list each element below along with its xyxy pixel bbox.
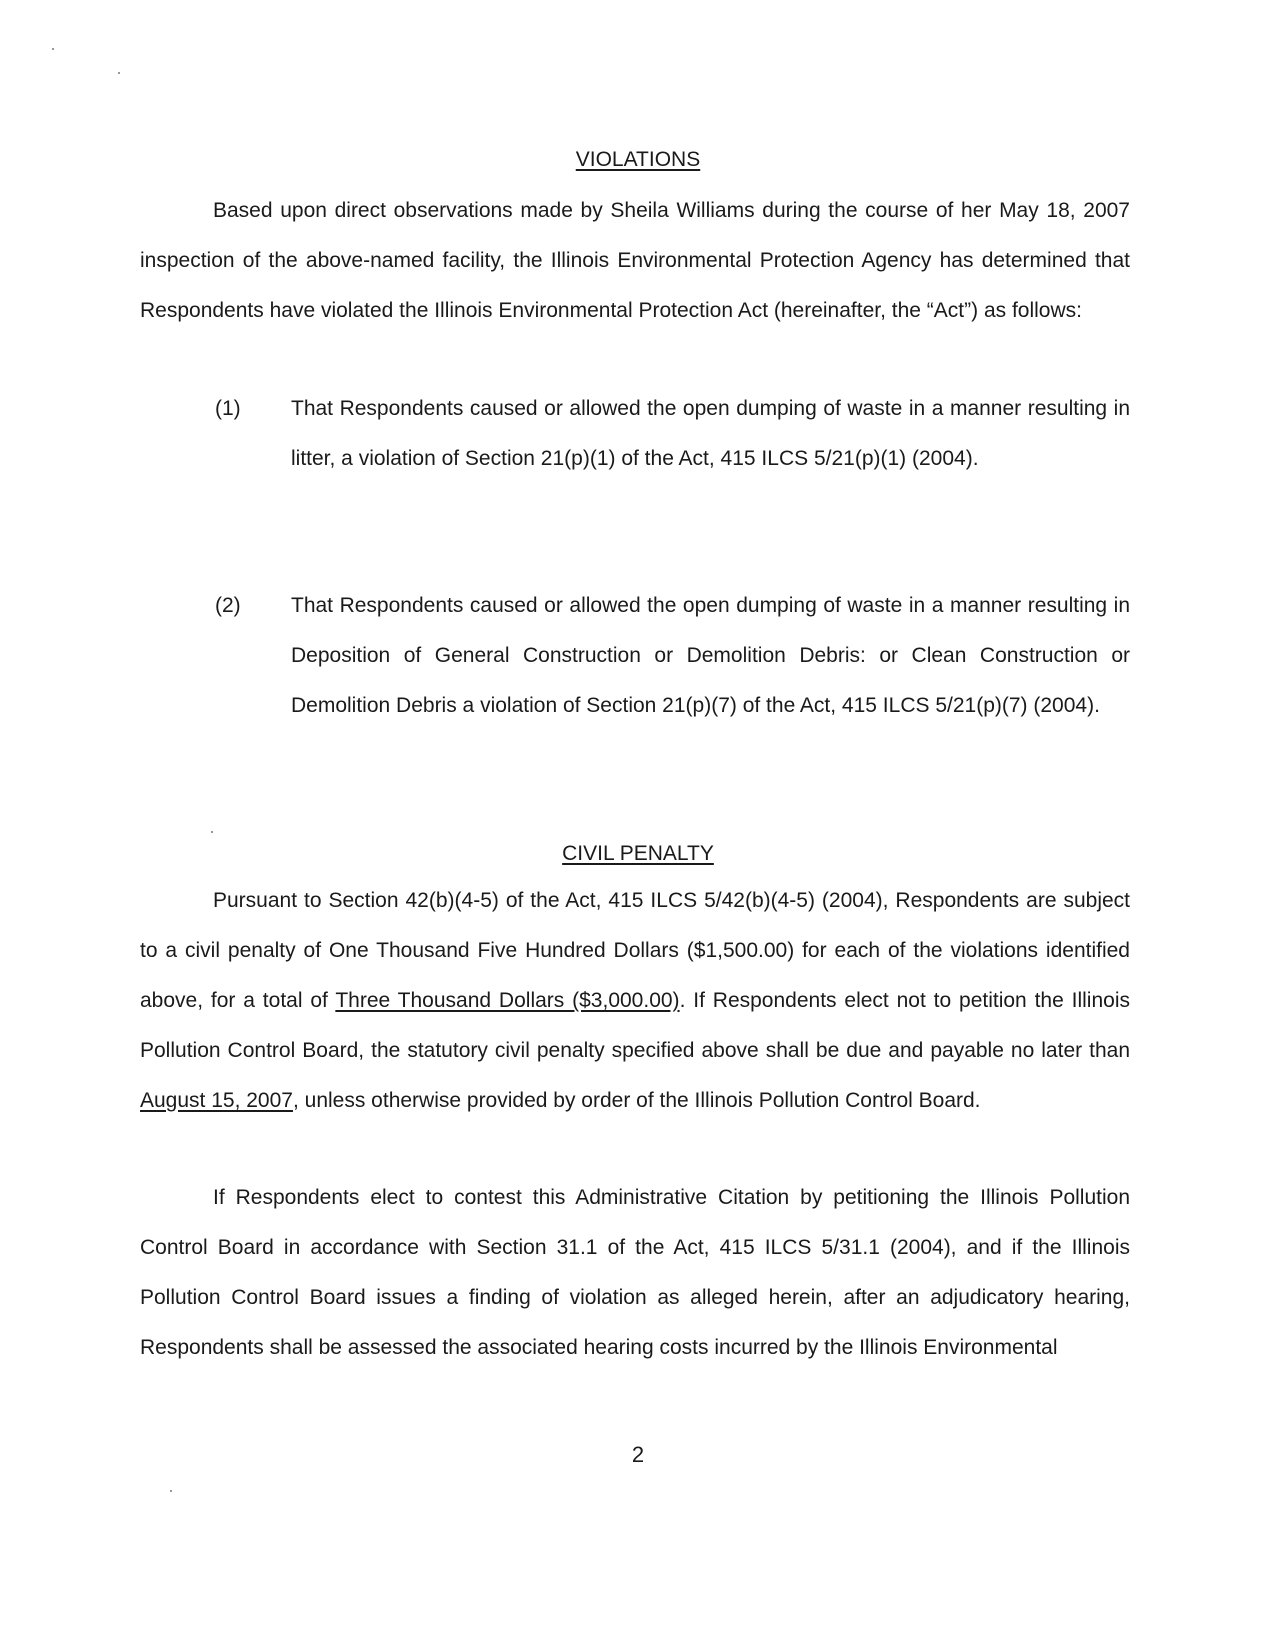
- violation-2-number: (2): [215, 594, 241, 617]
- civil-penalty-heading: CIVIL PENALTY: [562, 842, 714, 865]
- penalty-total: Three Thousand Dollars ($3,000.00): [335, 989, 680, 1012]
- scan-speck: [52, 48, 54, 50]
- penalty-text-1: Pursuant to Section 42(b)(4-5) of the Act, 415 ILCS 5/42(b)(4-5) (2004), Respondents are subject to a civil penalty of One Thousand Five Hundred Dollars ($1,500.00) for each of the violations identified above, for a total of: [140, 889, 1130, 1012]
- contest-paragraph: If Respondents elect to contest this Administrative Citation by petitioning the Illinois Pollution Control Board in accordance with Section 31.1 of the Act, 415 ILCS 5/31.1 (2004), and if the Illinois Pollution Control Board issues a finding of violation as alleged herein, after an adjudicatory hearing, Respondents shall be assessed the associated hearing costs incurred by the Illinois Environmental: [140, 1186, 1130, 1359]
- penalty-text-3: , unless otherwise provided by order of the Illinois Pollution Control Board.: [292, 1089, 981, 1112]
- violation-1-text: That Respondents caused or allowed the open dumping of waste in a manner resulting in litter, a violation of Section 21(p)(1) of the Act, 415 ILCS 5/21(p)(1) (2004).: [291, 397, 1130, 470]
- civil-penalty-paragraph: [140, 876, 1130, 1126]
- page-number: 2: [631, 1442, 645, 1467]
- violations-heading: VIOLATIONS: [575, 148, 701, 171]
- violation-1-number: (1): [215, 397, 241, 420]
- violations-intro: Based upon direct observations made by Sheila Williams during the course of her May 18, 2007 inspection of the above-named facility, the Illinois Environmental Protection Agency has determined that Respondents have violated the Illinois Environmental Protection Act (hereinafter, the “Act”) as follows:: [140, 199, 1130, 322]
- penalty-text-2: . If Respondents elect not to petition the Illinois Pollution Control Board, the statutory civil penalty specified above shall be due and payable no later than: [140, 989, 1130, 1062]
- scan-speck: [118, 72, 120, 74]
- violation-2-text: That Respondents caused or allowed the open dumping of waste in a manner resulting in Deposition of General Construction or Demolition Debris: or Clean Construction or Demolition Debris a violation of Section 21(p)(7) of the Act, 415 ILCS 5/21(p)(7) (2004).: [291, 594, 1130, 717]
- scan-speck: [211, 831, 213, 833]
- scan-speck: [170, 1490, 172, 1492]
- penalty-due-date: August 15, 2007: [140, 1089, 293, 1112]
